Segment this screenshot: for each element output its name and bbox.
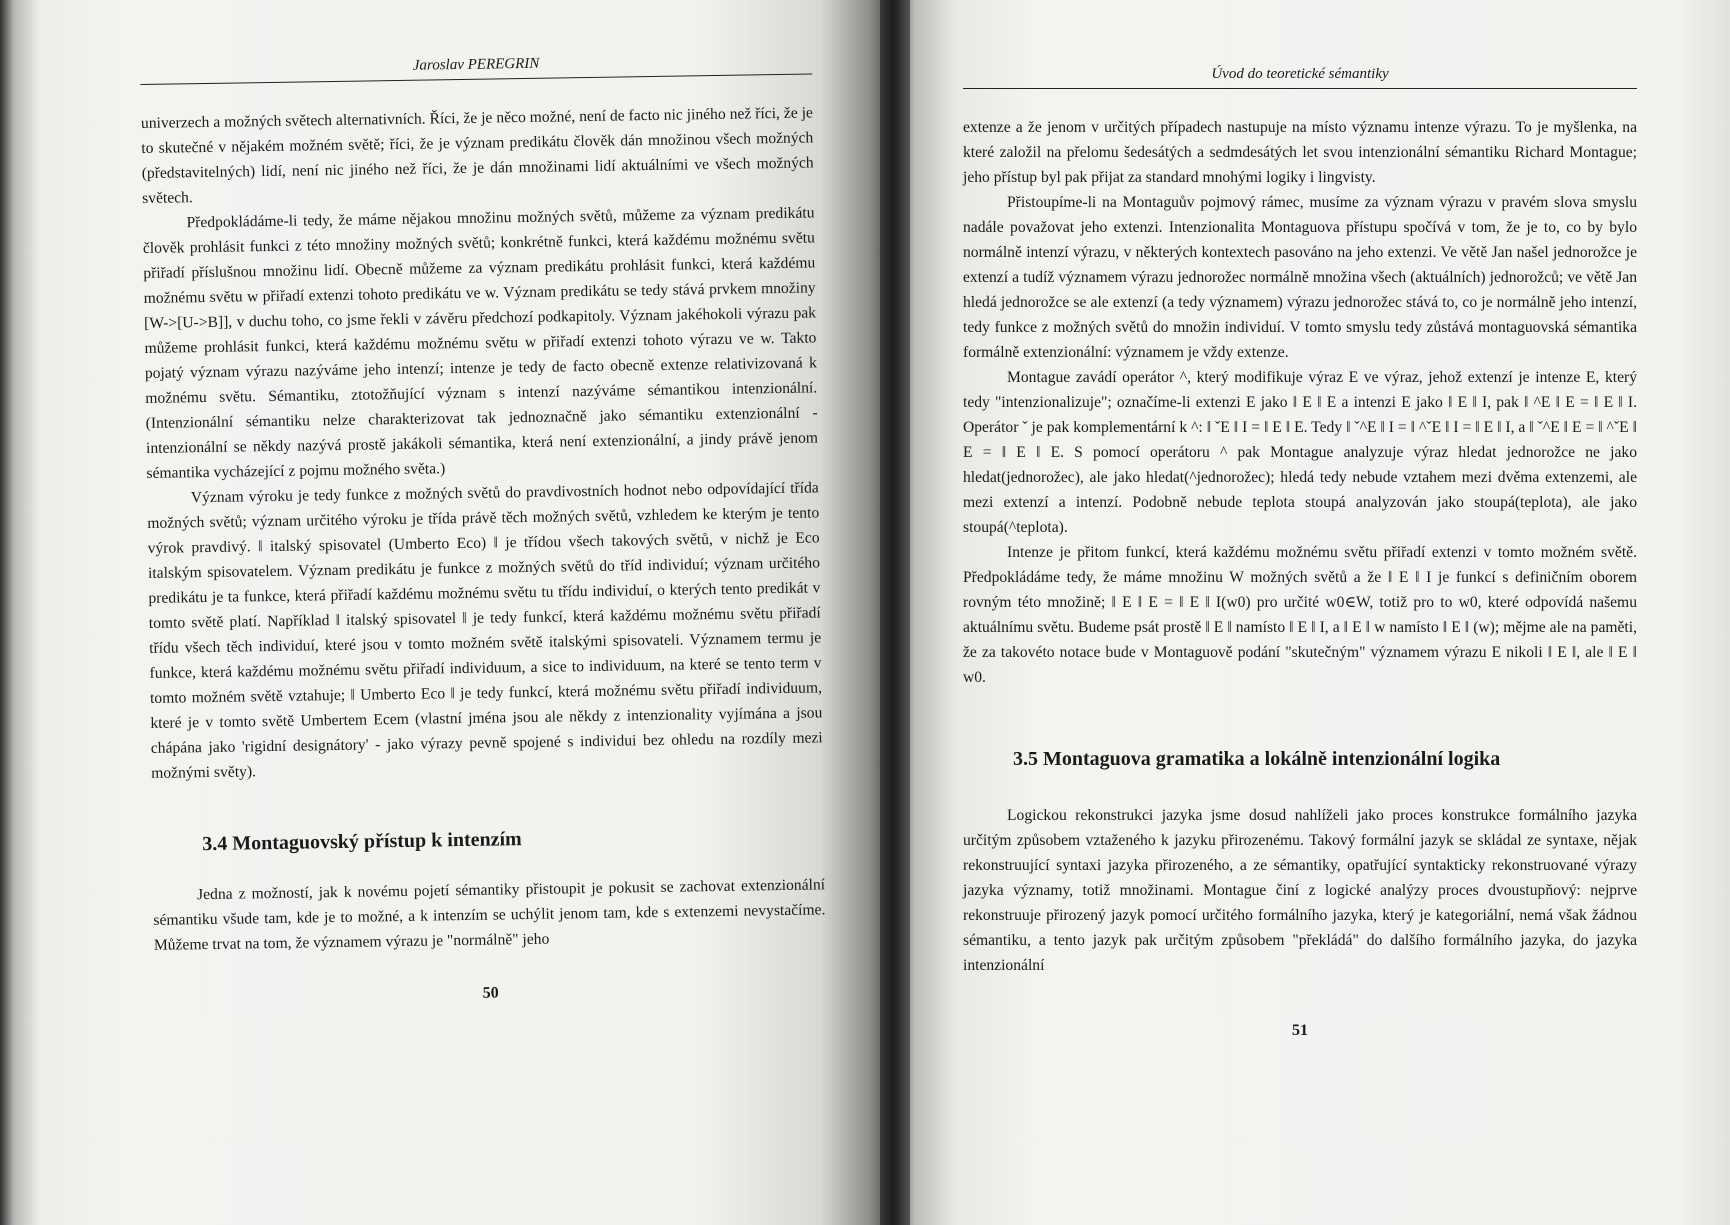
running-head-left: Jaroslav PEREGRIN [140,51,812,85]
paragraph: Montague zavádí operátor ^, který modifikuje výraz E ve výraz, jehož extenzí je intenze E, který tedy "intenzionalizuje"; označíme-li extenzi E jako ‖ E ‖ E a intenzi E jako ‖ E ‖ I, pak ‖ ^E ‖ E = ‖ E ‖ I. Operátor ˇ je pak komplementární k ^: ‖ ˇE ‖ I = ‖ E ‖ E. Tedy ‖ ˇ^E ‖ I = ‖ ^ˇE ‖ I = ‖ E ‖ I, a ‖ ˇ^E ‖ E = ‖ ^ˇE ‖ E = ‖ E ‖ E. S pomocí operátoru ^ pak Montague analyzuje výraz hledat jednorožce ne jako hledat(jednorožec), ale jako hledat(^jednorožec); hledá tedy nebude vztahem mezi dvěma extenzemi, ale mezi extenzí a intenzí. Podobně nebude teplota stoupá analyzován jako stoupá(teplota), ale jako stoupá(^teplota). [963,369,1637,536]
paragraph: Intenze je přitom funkcí, která každému možnému světu přiřadí extenzi v tomto možném světě. Předpokládáme tedy, že máme množinu W možných světů a že ‖ E ‖ I je funkcí s definičním oborem rovným této množině; ‖ E ‖ E = ‖ E ‖ I(w0) pro určité w0∈W, totiž pro to w0, které odpovídá našemu aktuálnímu světu. Budeme psát prostě ‖ E ‖ namísto ‖ E ‖ I, a ‖ E ‖ w namísto ‖ E ‖ (w); mějme ale na paměti, že za takovéto notace bude v Montaguově podání "skutečným" významem výrazu E nikoli ‖ E ‖, ale ‖ E ‖ w0. [963,544,1637,686]
running-head-right: Úvod do teoretické sémantiky [963,66,1637,89]
left-body-text-bottom [153,872,826,958]
paragraph: Logickou rekonstrukci jazyka jsme dosud nahlíželi jako proces konstrukce formálního jazyka určitým způsobem vztaženého k jazyku přirozenému. Takový formální jazyk se skládal ze syntaxe, nějak rekonstruující syntaxi jazyka přirozeného, a ze sémantiky, opatřující syntakticky rekonstruované výrazy jazyka významy, totiž množinami. Montague činí z logické analýzy proces dvoustupňový: nejprve rekonstruuje přirozený jazyk pomocí určitého formálního jazyka, který je kategoriální, nemá však žádnou sémantiku, a tento jazyk pak určitým způsobem "překládá" do dalšího formálního jazyka, do jazyka intenzionální [963,807,1637,974]
left-body-text [141,100,824,785]
right-page [895,0,1730,1225]
right-body-text-bottom [963,803,1637,978]
section-title-3-5: 3.5 Montaguova gramatika a lokálně intenzionální logika [1013,748,1501,770]
paragraph: Přistoupíme-li na Montaguův pojmový rámec, musíme za význam výrazu v pravém slova smyslu nadále považovat jeho extenzi. Intenzionalita Montaguova přístupu spočívá v tom, že je to, co by bylo normálně intenzí výrazu, v některých kontextech pasováno na jeho extenzi. Ve větě Jan našel jednorožce je extenzí a tudíž významem výrazu jednorožec normálně množina všech (aktuálních) jednorožců; ve větě Jan hledá jednorožce se ale extenzí (a tedy významem) výrazu jednorožec stává to, co je normálně jeho intenzí, tedy funkce z možných světů do množin individuí. V tomto smyslu tedy zůstává montaguovská sémantika formálně extenzionální: významem je vždy extenze. [963,194,1637,361]
paragraph: Předpokládáme-li tedy, že máme nějakou množinu možných světů, můžeme za význam predikátu člověk prohlásit funkci z této množiny možných světů; konkrétně funkci, která každému možnému světu přiřadí příslušnou množinu lidí. Obecně můžeme za význam predikátu prohlásit funkci, která každému možnému světu w přiřadí extenzi tohoto predikátu ve w. Význam predikátu se tedy stává prvkem množiny [W->[U->B]], v duchu toho, co jsme řekli v závěru předchozí podkapitoly. Význam jakéhokoli výrazu pak můžeme prohlásit funkci, která každému možnému světu w přiřadí extenzi tohoto výrazu ve w. Takto pojatý význam výrazu nazýváme jeho intenzí; intenze je tedy de facto obecně extenze relativizovaná k možnému světu. Sémantiku, ztotožňující význam s intenzí nazýváme sémantikou intenzionální. (Intenzionální sémantiku nelze charakterizovat tak jednoznačně jako sémantiku extenzionální - intenzionální se někdy nazývá prostě jakákoli sémantika, která není extenzionální, a jindy právě jenom sémantika vycházející z pojmu možného světa.) [142,204,819,482]
left-page-content [140,51,827,1007]
section-title-3-4: 3.4 Montaguovský přístup k intenzím [202,828,522,856]
book-gutter [880,0,910,1225]
right-body-text [963,115,1637,690]
paragraph: Význam výroku je tedy funkce z možných světů do pravdivostních hodnot nebo odpovídající třída možných světů; význam určitého výroku je třída právě těch možných světů, vzhledem ke kterým je tento výrok pravdivý. ‖ italský spisovatel (Umberto Eco) ‖ je třídou všech takových světů, v nichž je Eco italským spisovatelem. Význam predikátu je funkce z možných světů do tříd individuí; význam určitého predikátu je ta funkce, která přiřadí každému možnému světu tu třídu individuí, o kterých tento predikát v tomto světě platí. Například ‖ italský spisovatel ‖ je tedy funkcí, která každému možnému světu přiřadí třídu všech těch individuí, které jsou v tomto možném světě italskými spisovateli. Významem termu je funkce, která každému možnému světu přiřadí individuum, a sice to individuum, na které se tento term v tomto možném světě vztahuje; ‖ Umberto Eco ‖ je tedy funkcí, která možnému světu přiřadí individuum, které je v tomto světě Umbertem Ecem (vlastní jména jsou ale někdy z intenzionality vyjímána a jsou chápána jako 'rigidní designátory' - jako výrazy pevně spojené s individui bez ohledu na rozdíly mezi možnými světy). [147,479,823,782]
page-number-right: 51 [1292,1022,1308,1039]
right-page-content [963,66,1637,1040]
paragraph: Jedna z možností, jak k novému pojetí sémantiky přistoupit je pokusit se zachovat extenzionální sémantiku všude tam, kde je to možné, a k intenzím se uchýlit jenom tam, kde s extenzemi nevystačíme. Můžeme trvat na tom, že významem výrazu je "normálně" jeho [153,876,826,954]
page-number-left: 50 [482,984,499,1002]
paragraph: univerzech a možných světech alternativních. Říci, že je něco možné, není de facto nic jiného než říci, že je to skutečné v nějakém možném světě; říci, že je význam predikátu člověk dán množinou všech možných (představitelných) lidí, není nic jiného než říci, že je dán množinami lidí aktuálními ve všech možných světech. [140,104,814,207]
paragraph: extenze a že jenom v určitých případech nastupuje na místo významu intenze výrazu. To je myšlenka, na které založil na přelomu šedesátých a sedmdesátých let svou intenzionální sémantiku Richard Montague; jeho přístup byl pak přijat za standard mnohými logiky i lingvisty. [963,119,1637,186]
